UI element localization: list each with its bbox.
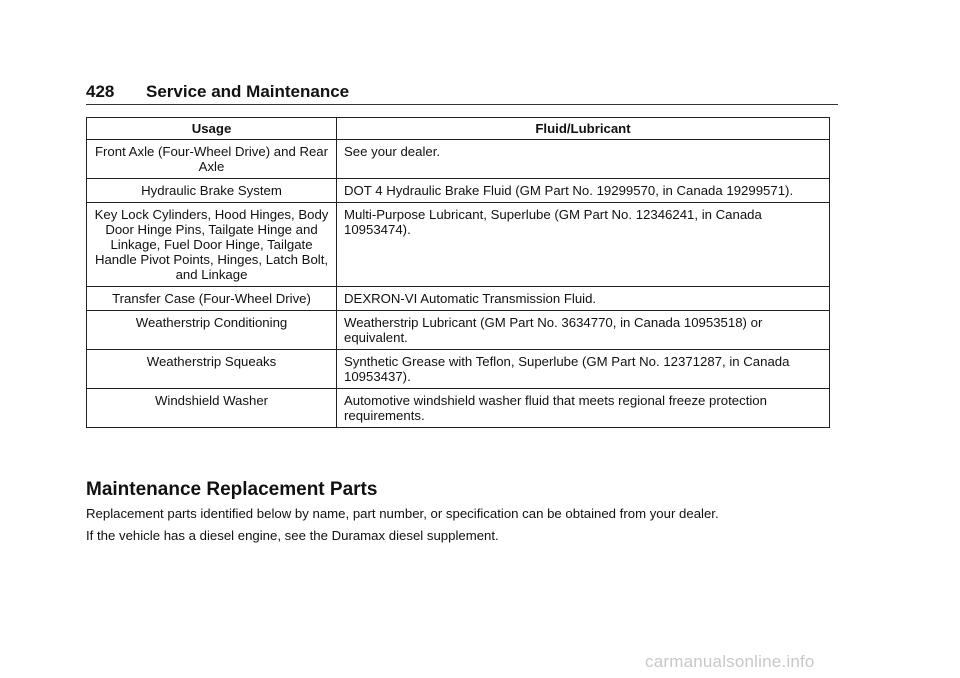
fluid-cell: Multi-Purpose Lubricant, Superlube (GM Part No. 12346241, in Canada 10953474). — [337, 203, 830, 287]
usage-cell: Weatherstrip Conditioning — [87, 311, 337, 350]
fluid-cell: See your dealer. — [337, 140, 830, 179]
table-row — [87, 287, 830, 311]
fluids-lubricants-table — [86, 117, 830, 428]
usage-cell: Transfer Case (Four-Wheel Drive) — [87, 287, 337, 311]
maintenance-paragraph-2: If the vehicle has a diesel engine, see the Duramax diesel supplement. — [86, 528, 499, 543]
usage-cell: Hydraulic Brake System — [87, 179, 337, 203]
section-title: Service and Maintenance — [146, 82, 350, 101]
usage-cell: Weatherstrip Squeaks — [87, 350, 337, 389]
table-header-row — [87, 118, 830, 140]
table-row — [87, 350, 830, 389]
fluid-cell: DOT 4 Hydraulic Brake Fluid (GM Part No. 19299570, in Canada 19299571). — [337, 179, 830, 203]
maintenance-paragraph-1: Replacement parts identified below by name, part number, or specification can be obtained from your dealer. — [86, 506, 719, 521]
table-row — [87, 203, 830, 287]
fluid-cell: Automotive windshield washer fluid that meets regional freeze protection requirements. — [337, 389, 830, 428]
usage-cell: Key Lock Cylinders, Hood Hinges, Body Door Hinge Pins, Tailgate Hinge and Linkage, Fuel Door Hinge, Tailgate Handle Pivot Points, Hinges, Latch Bolt, and Linkage — [87, 203, 337, 287]
page-header — [86, 80, 838, 105]
usage-cell: Windshield Washer — [87, 389, 337, 428]
maintenance-heading: Maintenance Replacement Parts — [86, 479, 378, 500]
column-header-fluid: Fluid/Lubricant — [337, 118, 830, 140]
page-number: 428 — [86, 82, 115, 101]
table-row — [87, 140, 830, 179]
table-row — [87, 179, 830, 203]
usage-cell: Front Axle (Four-Wheel Drive) and Rear Axle — [87, 140, 337, 179]
fluid-cell: Weatherstrip Lubricant (GM Part No. 3634770, in Canada 10953518) or equivalent. — [337, 311, 830, 350]
table-row — [87, 389, 830, 428]
column-header-usage: Usage — [87, 118, 337, 140]
watermark: carmanualsonline.info — [645, 652, 815, 671]
fluid-cell: DEXRON-VI Automatic Transmission Fluid. — [337, 287, 830, 311]
table-row — [87, 311, 830, 350]
fluid-cell: Synthetic Grease with Teflon, Superlube (GM Part No. 12371287, in Canada 10953437). — [337, 350, 830, 389]
